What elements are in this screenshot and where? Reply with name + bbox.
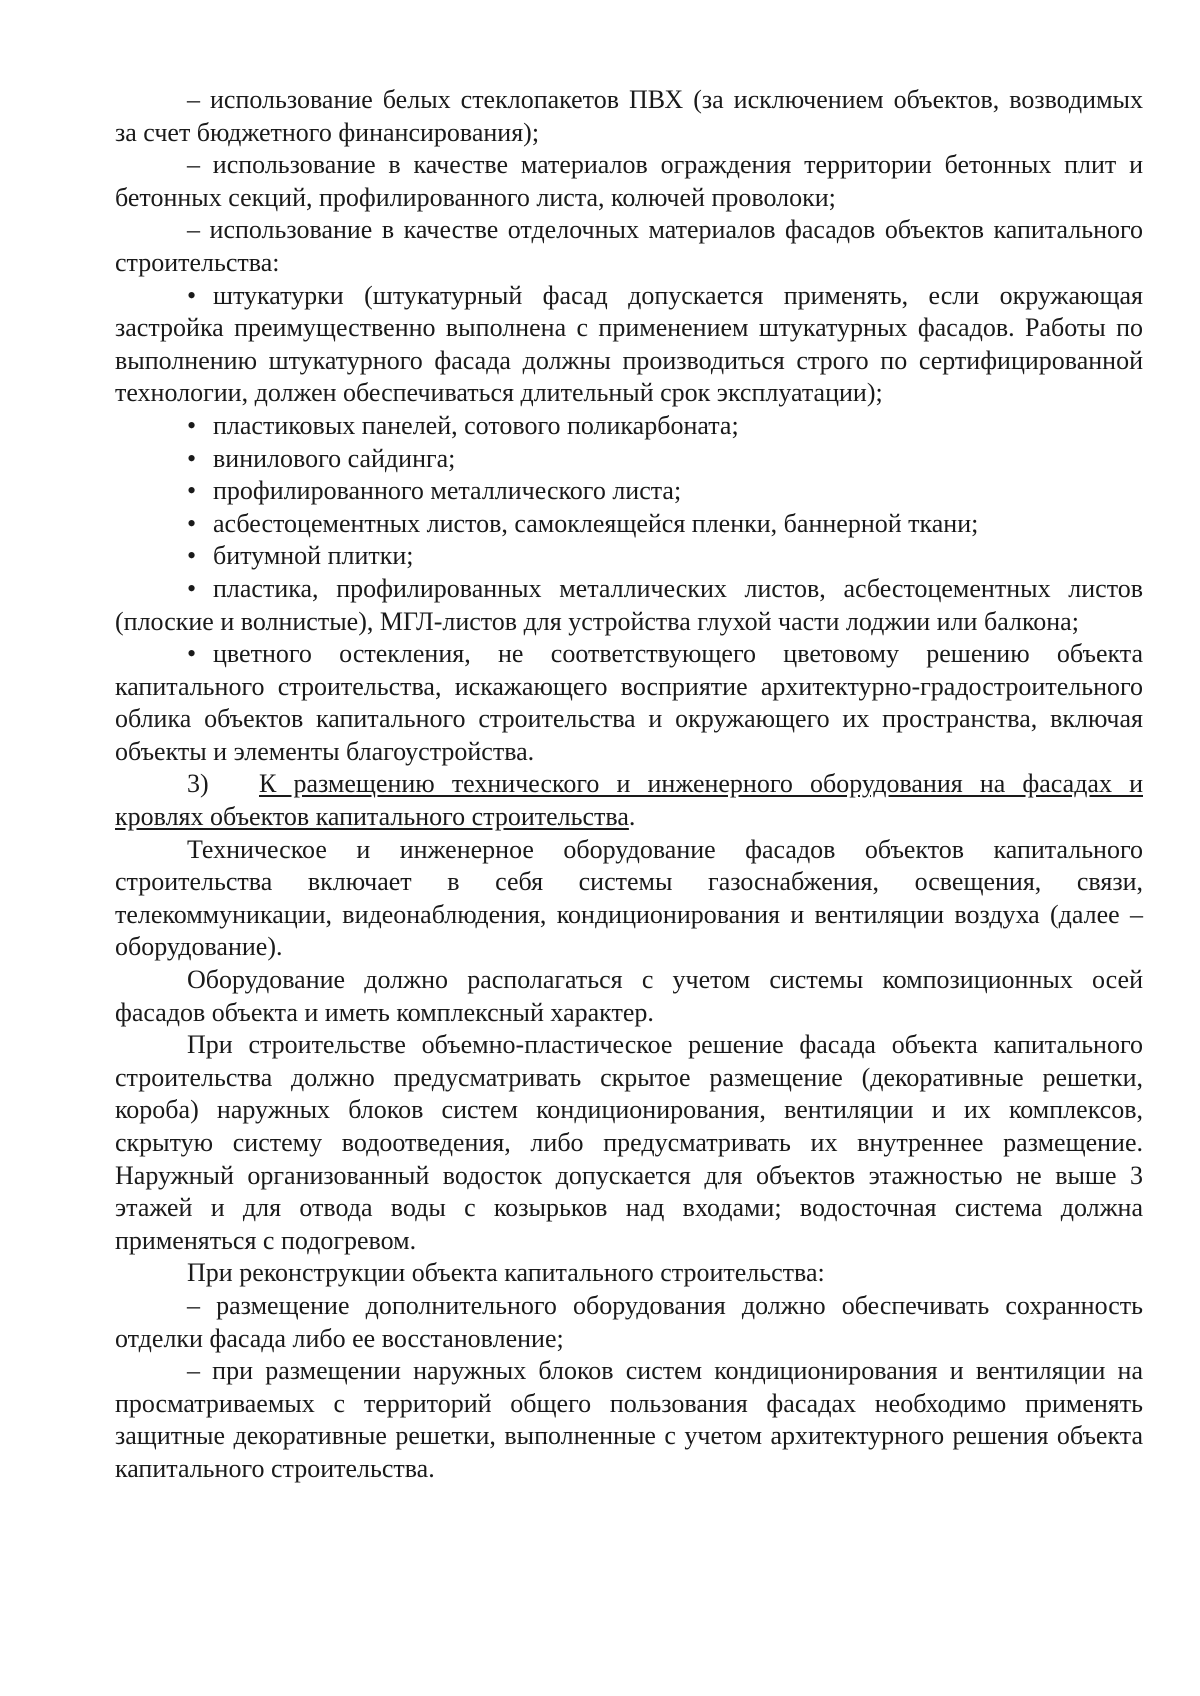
section-number: 3) [187, 769, 209, 799]
list-item [115, 410, 1143, 443]
paragraph-equipment-placement: Оборудование должно располагаться с учетом системы композиционных осей фасадов объекта и иметь комплексный характер. [115, 965, 1143, 1027]
paragraph-reconstruction-finish: – размещение дополнительного оборудования должно обеспечивать сохранность отделки фасада либо ее восстановление; [115, 1290, 1143, 1353]
bullet-marker: • [187, 573, 197, 603]
paragraph-construction-requirements: При строительстве объемно-пластическое решение фасада объекта капитального строительства должно предусматривать скрытое размещение (декоративные решетки, короба) наружных блоков систем кондиционирования, вентиляции и их комплексов, скрытую систему водоотведения, либо предусматривать их внутреннее размещение. Наружный организованный водосток допускается для объектов этажностью не выше 3 этажей и для отвода воды с козырьков над входами; водосточная система должна применяться с подогревом. [115, 1030, 1143, 1255]
list-item-text: пластика, профилированных металлических листов, асбестоцементных листов (плоские и волнистые), МГЛ-листов для устройства глухой части лоджии или балкона; [115, 573, 1143, 636]
list-item [115, 475, 1143, 508]
bullet-marker: • [187, 508, 197, 538]
list-item-text: пластиковых панелей, сотового поликарбоната; [213, 410, 739, 440]
paragraph-fencing-materials: – использование в качестве материалов ограждения территории бетонных плит и бетонных секций, профилированного листа, колючей проволоки; [115, 150, 1143, 212]
paragraph-reconstruction-grilles: – при размещении наружных блоков систем кондиционирования и вентиляции на просматриваемых с территорий общего пользования фасадах необходимо применять защитные декоративные решетки, выполненные с учетом архитектурного решения объекта капитального строительства. [115, 1356, 1143, 1483]
document-page [115, 84, 1143, 1486]
list-item [115, 443, 1143, 476]
list-item-text: цветного остекления, не соответствующего цветовому решению объекта капитального строительства, искажающего восприятие архитектурно-градостроительного облика объектов капитального строительства и окружающего их пространства, включая объекты и элементы благоустройства. [115, 639, 1143, 766]
bullet-marker: • [187, 541, 197, 571]
bullet-marker: • [187, 443, 197, 473]
paragraph-reconstruction-intro: При реконструкции объекта капитального строительства: [187, 1258, 825, 1288]
list-item [115, 573, 1143, 638]
bullet-marker: • [187, 639, 197, 669]
list-item-text: штукатурки (штукатурный фасад допускается применять, если окружающая застройка преимущественно выполнена с применением штукатурных фасадов. Работы по выполнению штукатурного фасада должны производиться строго по сертифицированной технологии, должен обеспечиваться длительный срок эксплуатации); [115, 280, 1143, 408]
section-heading-tail: . [628, 802, 636, 832]
list-item [115, 508, 1143, 541]
section-heading [115, 768, 1143, 833]
list-item-text: профилированного металлического листа; [213, 476, 682, 506]
paragraph-pvc-windows: – использование белых стеклопакетов ПВХ (за исключением объектов, возводимых за счет бюджетного финансирования); [115, 85, 1143, 147]
paragraph-facade-materials: – использование в качестве отделочных материалов фасадов объектов капитального строительства: [115, 215, 1143, 277]
list-item-text: винилового сайдинга; [213, 443, 456, 473]
list-item-text: битумной плитки; [213, 541, 414, 571]
paragraph-equipment-definition: Техническое и инженерное оборудование фасадов объектов капитального строительства включает в себя системы газоснабжения, освещения, связи, телекоммуникации, видеонаблюдения, кондиционирования и вентиляции воздуха (далее – оборудование). [115, 834, 1143, 962]
list-item [115, 280, 1143, 410]
bullet-marker: • [187, 280, 197, 310]
bullet-marker: • [187, 410, 197, 440]
bullet-marker: • [187, 476, 197, 506]
list-item [115, 540, 1143, 573]
list-item [115, 638, 1143, 768]
list-item-text: асбестоцементных листов, самоклеящейся пленки, баннерной ткани; [213, 508, 979, 538]
section-heading-text: К размещению технического и инженерного оборудования на фасадах и кровлях объектов капитального строительства [115, 769, 1143, 832]
